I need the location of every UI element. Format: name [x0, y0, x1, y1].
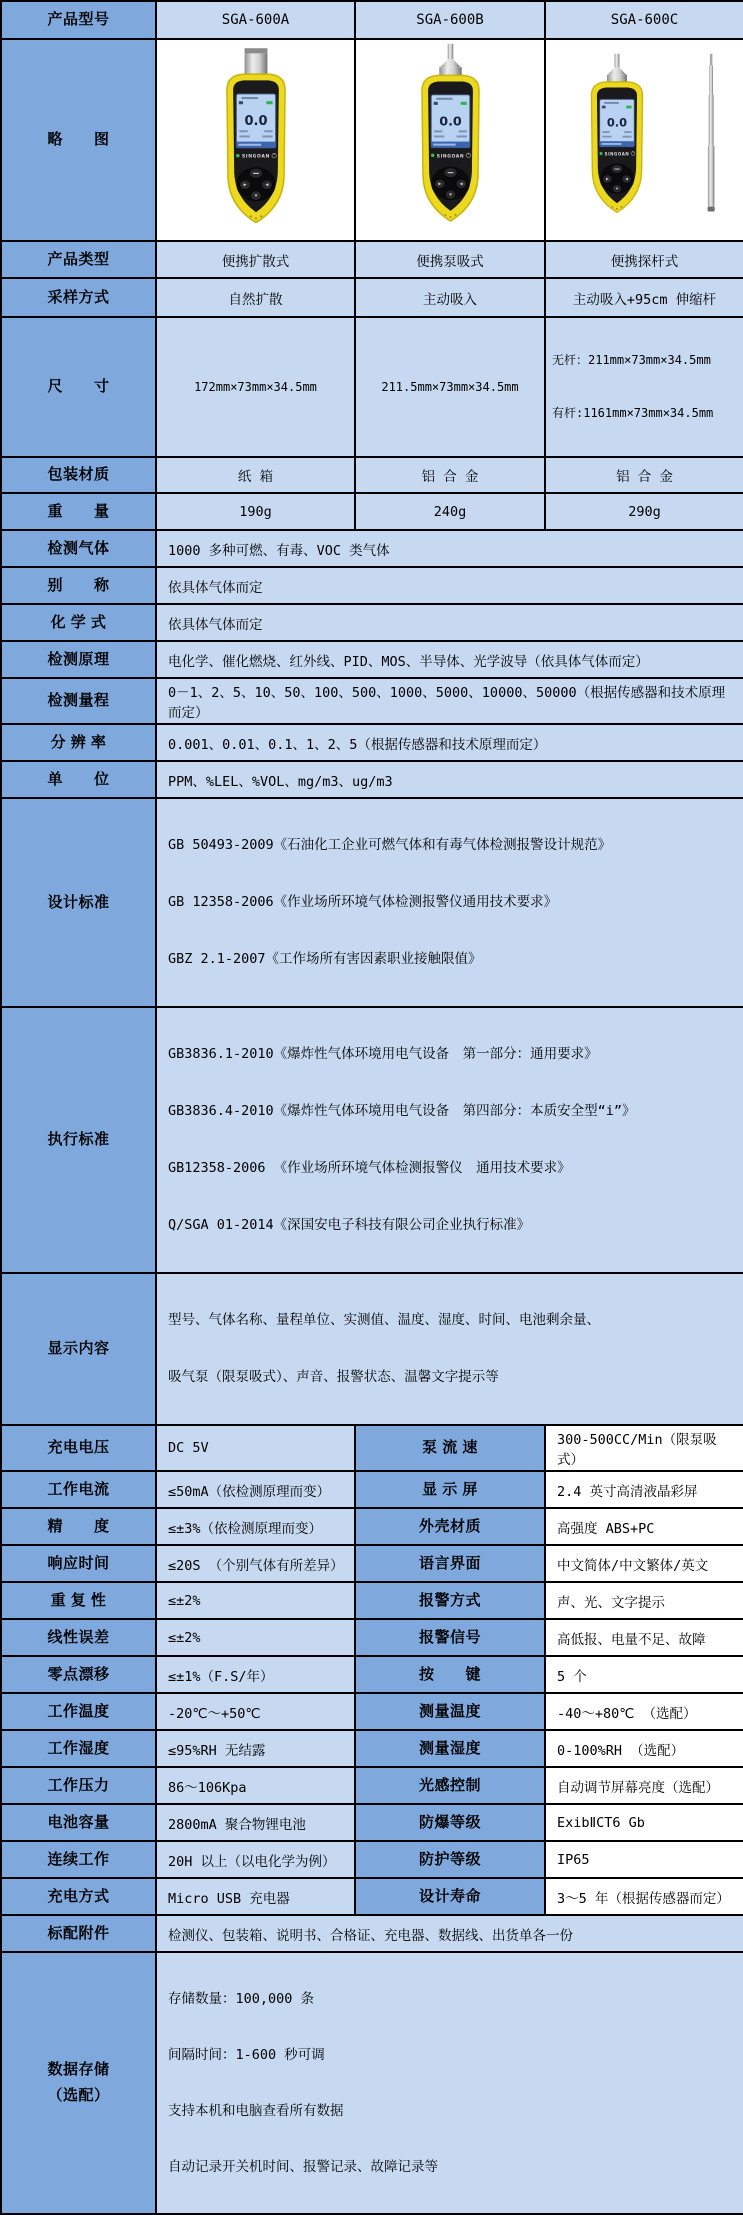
row-accessories: [1, 1915, 743, 1952]
standard-line: GB3836.4-2010《爆炸性气体环境用电气设备 第四部分：本质安全型“i”》: [168, 1103, 636, 1119]
spec-label: 报警信号: [355, 1619, 545, 1656]
sketch-label: 略 图: [1, 39, 156, 241]
spec-label: 设计标准: [1, 798, 156, 1007]
row-formula: [1, 604, 743, 641]
spec-value: 依具体气体而定: [156, 604, 743, 641]
row-display-content: [1, 1273, 743, 1425]
spec-value: [156, 798, 743, 1007]
spec-value: 172mm×73mm×34.5mm: [156, 317, 355, 457]
row-unit: [1, 761, 743, 798]
spec-label: 重 复 性: [1, 1582, 156, 1619]
spec-value: ≤±3%（依检测原理而变）: [156, 1508, 355, 1545]
spec-value: ExibⅡCT6 Gb: [545, 1804, 743, 1841]
product-image-sga-600a: [171, 42, 341, 234]
spec-label: 显 示 屏: [355, 1471, 545, 1508]
storage-line: 自动记录开关机时间、报警记录、故障记录等: [168, 2159, 438, 2175]
spec-label: 精 度: [1, 1508, 156, 1545]
spec-label: 执行标准: [1, 1007, 156, 1273]
spec-label: 设计寿命: [355, 1878, 545, 1915]
spec-value: 240g: [355, 493, 545, 530]
spec-value: [156, 1273, 743, 1425]
spec-value: 0.001、0.01、0.1、1、2、5（根据传感器和技术原理而定）: [156, 724, 743, 761]
spec-value: 主动吸入: [355, 278, 545, 317]
standard-line: GBZ 2.1-2007《工作场所有害因素职业接触限值》: [168, 951, 482, 967]
spec-label: 包装材质: [1, 457, 156, 493]
spec-value: ≤±2%: [156, 1582, 355, 1619]
spec-value: 声、光、文字提示: [545, 1582, 743, 1619]
spec-label: 防爆等级: [355, 1804, 545, 1841]
storage-line: 支持本机和电脑查看所有数据: [168, 2103, 344, 2119]
standard-line: GB3836.1-2010《爆炸性气体环境用电气设备 第一部分：通用要求》: [168, 1046, 598, 1062]
storage-line: 间隔时间：1-600 秒可调: [168, 2047, 325, 2063]
row-range: [1, 678, 743, 724]
spec-label: 测量温度: [355, 1693, 545, 1730]
spec-value: -40～+80℃ （选配）: [545, 1693, 743, 1730]
spec-label: 显示内容: [1, 1273, 156, 1425]
row-size: [1, 317, 743, 457]
spec-label: 采样方式: [1, 278, 156, 317]
row-spec-pair: [1, 1425, 743, 1471]
row-sketch: [1, 39, 743, 241]
spec-value: [156, 1952, 743, 2214]
spec-value: 纸 箱: [156, 457, 355, 493]
spec-value: 3～5 年（根据传感器而定）: [545, 1878, 743, 1915]
spec-label: 尺 寸: [1, 317, 156, 457]
spec-label: 检测气体: [1, 530, 156, 567]
display-line: 型号、气体名称、量程单位、实测值、温度、湿度、时间、电池剩余量、: [168, 1312, 600, 1328]
spec-value: 依具体气体而定: [156, 567, 743, 604]
spec-value: 290g: [545, 493, 743, 530]
storage-line: 存储数量：100,000 条: [168, 1991, 315, 2007]
spec-label: 报警方式: [355, 1582, 545, 1619]
spec-value: 中文简体/中文繁体/英文: [545, 1545, 743, 1582]
spec-label: 产品类型: [1, 241, 156, 278]
row-data-storage: [1, 1952, 743, 2214]
product-image-sga-600b: [369, 42, 532, 234]
model-name-a: SGA-600A: [156, 1, 355, 39]
spec-value: 2.4 英寸高清液晶彩屏: [545, 1471, 743, 1508]
spec-label: 测量湿度: [355, 1730, 545, 1767]
spec-label: 泵 流 速: [355, 1425, 545, 1471]
row-spec-pair: [1, 1841, 743, 1878]
spec-value: 1000 多种可燃、有毒、VOC 类气体: [156, 530, 743, 567]
size-with-rod: 有杆:1161mm×73mm×34.5mm: [552, 406, 714, 420]
spec-value: 便携泵吸式: [355, 241, 545, 278]
spec-value: -20℃～+50℃: [156, 1693, 355, 1730]
spec-label: 按 键: [355, 1656, 545, 1693]
spec-label: 工作压力: [1, 1767, 156, 1804]
row-product-model: [1, 1, 743, 39]
row-spec-pair: [1, 1619, 743, 1656]
row-spec-pair: [1, 1767, 743, 1804]
model-name-c: SGA-600C: [545, 1, 743, 39]
spec-value: 自动调节屏幕亮度（选配）: [545, 1767, 743, 1804]
spec-label: 连续工作: [1, 1841, 156, 1878]
product-image-sga-600c: [550, 40, 740, 236]
model-name-b: SGA-600B: [355, 1, 545, 39]
spec-value: 高低报、电量不足、故障: [545, 1619, 743, 1656]
product-image-cell-b: [355, 39, 545, 241]
row-spec-pair: [1, 1508, 743, 1545]
spec-label: 分 辨 率: [1, 724, 156, 761]
spec-value: 190g: [156, 493, 355, 530]
row-spec-pair: [1, 1730, 743, 1767]
spec-label: 别 称: [1, 567, 156, 604]
size-no-rod: 无杆：211mm×73mm×34.5mm: [552, 353, 711, 367]
spec-value: 86～106Kpa: [156, 1767, 355, 1804]
spec-label: 标配附件: [1, 1915, 156, 1952]
row-sampling: [1, 278, 743, 317]
product-image-cell-a: [156, 39, 355, 241]
storage-label-line: （选配）: [47, 2087, 110, 2104]
spec-value: 便携扩散式: [156, 241, 355, 278]
spec-value: 211.5mm×73mm×34.5mm: [355, 317, 545, 457]
standard-line: GB 50493-2009《石油化工企业可燃气体和有毒气体检测报警设计规范》: [168, 837, 612, 853]
spec-value: ≤50mA（依检测原理而变）: [156, 1471, 355, 1508]
standard-line: Q/SGA 01-2014《深国安电子科技有限公司企业执行标准》: [168, 1217, 531, 1233]
spec-value: 5 个: [545, 1656, 743, 1693]
spec-label: 工作湿度: [1, 1730, 156, 1767]
row-spec-pair: [1, 1804, 743, 1841]
row-spec-pair: [1, 1878, 743, 1915]
spec-label: 光感控制: [355, 1767, 545, 1804]
row-spec-pair: [1, 1545, 743, 1582]
spec-value: 电化学、催化燃烧、红外线、PID、MOS、半导体、光学波导（依具体气体而定）: [156, 641, 743, 678]
product-image-cell-c: [545, 39, 743, 241]
row-gas: [1, 530, 743, 567]
spec-label: 防护等级: [355, 1841, 545, 1878]
spec-value: 20H 以上（以电化学为例）: [156, 1841, 355, 1878]
row-spec-pair: [1, 1582, 743, 1619]
spec-label: 零点漂移: [1, 1656, 156, 1693]
row-packing: [1, 457, 743, 493]
spec-label: 工作温度: [1, 1693, 156, 1730]
spec-value: ≤±2%: [156, 1619, 355, 1656]
spec-label: 充电电压: [1, 1425, 156, 1471]
spec-value: PPM、%LEL、%VOL、mg/m3、ug/m3: [156, 761, 743, 798]
spec-label: 响应时间: [1, 1545, 156, 1582]
spec-label: 充电方式: [1, 1878, 156, 1915]
spec-label: 语言界面: [355, 1545, 545, 1582]
spec-value: [545, 317, 743, 457]
spec-label: 电池容量: [1, 1804, 156, 1841]
spec-value: 便携探杆式: [545, 241, 743, 278]
row-exec-standard: [1, 1007, 743, 1273]
row-resolution: [1, 724, 743, 761]
spec-value: 高强度 ABS+PC: [545, 1508, 743, 1545]
spec-label: 化 学 式: [1, 604, 156, 641]
display-line: 吸气泵（限泵吸式）、声音、报警状态、温馨文字提示等: [168, 1369, 499, 1385]
storage-label-line: 数据存储: [47, 2061, 110, 2078]
spec-value: ≤20S （个别气体有所差异）: [156, 1545, 355, 1582]
row-design-standard: [1, 798, 743, 1007]
row-weight: [1, 493, 743, 530]
spec-value: 2800mA 聚合物锂电池: [156, 1804, 355, 1841]
spec-label: 检测原理: [1, 641, 156, 678]
spec-label: 线性误差: [1, 1619, 156, 1656]
spec-label: 外壳材质: [355, 1508, 545, 1545]
row-spec-pair: [1, 1693, 743, 1730]
spec-value: 主动吸入+95cm 伸缩杆: [545, 278, 743, 317]
spec-label: 工作电流: [1, 1471, 156, 1508]
spec-value: IP65: [545, 1841, 743, 1878]
spec-label: [1, 1952, 156, 2214]
spec-value: Micro USB 充电器: [156, 1878, 355, 1915]
standard-line: GB 12358-2006《作业场所环境气体检测报警仪通用技术要求》: [168, 894, 558, 910]
spec-value: [156, 1007, 743, 1273]
spec-value: 0－1、2、5、10、50、100、500、1000、5000、10000、50000（根据传感器和技术原理而定）: [156, 678, 743, 724]
row-principle: [1, 641, 743, 678]
spec-value: 300-500CC/Min（限泵吸式）: [545, 1425, 743, 1471]
spec-value: ≤95%RH 无结露: [156, 1730, 355, 1767]
row-spec-pair: [1, 1656, 743, 1693]
spec-value: 检测仪、包装箱、说明书、合格证、充电器、数据线、出货单各一份: [156, 1915, 743, 1952]
row-spec-pair: [1, 1471, 743, 1508]
spec-label: 单 位: [1, 761, 156, 798]
spec-value: 铝 合 金: [545, 457, 743, 493]
spec-value: 0-100%RH （选配）: [545, 1730, 743, 1767]
spec-value: 铝 合 金: [355, 457, 545, 493]
telescopic-rod-image: [707, 54, 714, 212]
spec-value: DC 5V: [156, 1425, 355, 1471]
row-alias: [1, 567, 743, 604]
spec-label: 重 量: [1, 493, 156, 530]
spec-value: ≤±1%（F.S/年）: [156, 1656, 355, 1693]
spec-label: 检测量程: [1, 678, 156, 724]
row-product-type: [1, 241, 743, 278]
product-model-label: 产品型号: [1, 1, 156, 39]
standard-line: GB12358-2006 《作业场所环境气体检测报警仪 通用技术要求》: [168, 1160, 571, 1176]
spec-value: 自然扩散: [156, 278, 355, 317]
